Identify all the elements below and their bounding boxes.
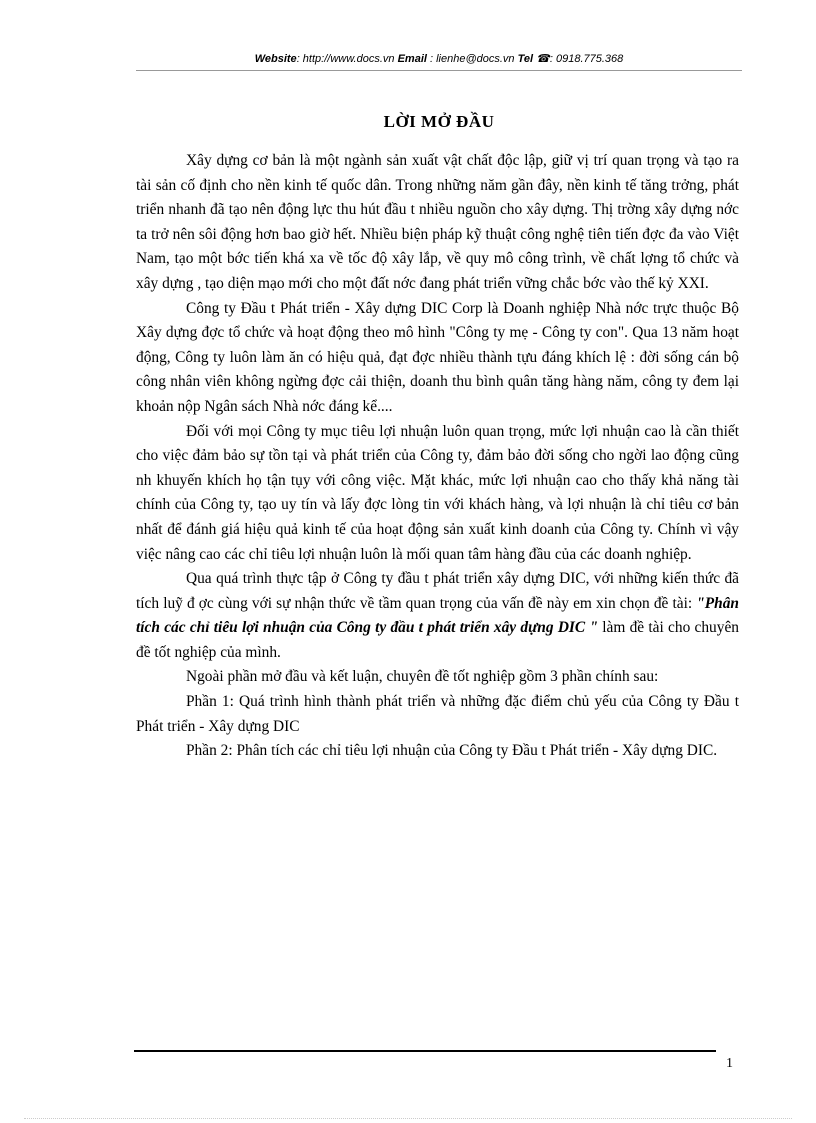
bottom-dotted-line [24, 1118, 792, 1119]
email-label: Email [397, 53, 427, 65]
website-value: : http://www.docs.vn [296, 53, 395, 65]
footer-divider [134, 1050, 716, 1052]
phone-icon: ☎ [536, 53, 550, 65]
page-number: 1 [726, 1056, 733, 1071]
header-divider [136, 70, 742, 71]
paragraph-part-2: Phần 2: Phân tích các chỉ tiêu lợi nhuận của Công ty Đầu t Phát triển - Xây dựng DIC. [186, 742, 718, 760]
paragraph-profit: Đối với mọi Công ty mục tiêu lợi nhuận luôn quan trọng, mức lợi nhuận cao là cần thiết cho việc đảm bảo sự tồn tại và phát triển của Công ty, đảm bảo đời sống cho ngời lao động cũng nh khuyến khích họ tận tụy với công việc. Mặt khác, mức lợi nhuận cao cho thấy khả năng tài chính của Công ty, tạo uy tín và lấy đợc lòng tin với khách hàng, và lợi nhuận là chỉ tiêu cơ bản nhất để đánh giá hiệu quả kinh tế của hoạt động sản xuất kinh doanh của Công ty. Chính vì vậy việc nâng cao các chỉ tiêu lợi nhuận luôn là mối quan tâm hàng đầu của các doanh nghiệp. [136, 422, 739, 563]
topic-title: "Phân tích các chỉ tiêu lợi nhuận của Công ty đầu t phát triển xây dựng DIC " [136, 594, 739, 637]
topic-lead-text: Qua quá trình thực tập ở Công ty đầu t phát triển xây dựng DIC, với những kiến thức đã tích luỹ đ ợc cùng với sự nhận thức về tầm quan trọng của vấn đề này em xin chọn đề tài: [136, 570, 739, 612]
topic-trail-text: làm đề tài cho chuyên đề tốt nghiệp của mình. [136, 619, 739, 661]
paragraph-intro: Xây dựng cơ bản là một ngành sản xuất vật chất độc lập, giữ vị trí quan trọng và tạo ra tài sản cố định cho nền kinh tế quốc dân. Trong những năm gần đây, nền kinh tế tăng trởng, phát triển nhanh đã tạo nên động lực thu hút đầu t nhiều nguồn cho xây dựng. Thị trờng xây dựng nớc ta trở nên sôi động hơn bao giờ hết. Nhiều biện pháp kỹ thuật công nghệ tiên tiến đợc đa vào Việt Nam, tạo một bớc tiến khá xa về tốc độ xây lắp, về quy mô công trình, về chất lợng tổ chức và xây dựng , tạo diện mạo mới cho một đất nớc đang phát triển vững chắc bớc vào thế kỷ XXI. [136, 152, 739, 292]
paragraph-topic [136, 567, 739, 665]
document-body [136, 149, 739, 764]
paragraph-company: Công ty Đầu t Phát triển - Xây dựng DIC Corp là Doanh nghiệp Nhà nớc trực thuộc Bộ Xây dựng đợc tổ chức và hoạt động theo mô hình "Công ty mẹ - Công ty con". Qua 13 năm hoạt động, Công ty luôn làm ăn có hiệu quả, đạt đợc nhiều thành tựu đáng khích lệ : đời sống cán bộ công nhân viên không ngừng đợc cải thiện, doanh thu bình quân tăng hàng năm, công ty đem lại khoản nộp Ngân sách Nhà nớc đáng kể.... [136, 299, 739, 415]
page-header [136, 52, 742, 65]
tel-label: Tel [517, 53, 534, 65]
paragraph-structure: Ngoài phần mở đầu và kết luận, chuyên đề tốt nghiệp gồm 3 phần chính sau: [186, 668, 659, 686]
website-label: Website [254, 53, 297, 65]
tel-value: : 0918.775.368 [549, 53, 624, 65]
email-value: : lienhe@docs.vn [430, 53, 515, 65]
paragraph-part-1: Phần 1: Quá trình hình thành phát triển và những đặc điểm chủ yếu của Công ty Đầu t Phát triển - Xây dựng DIC [136, 693, 739, 735]
page-title: LỜI MỞ ĐẦU [383, 112, 495, 131]
